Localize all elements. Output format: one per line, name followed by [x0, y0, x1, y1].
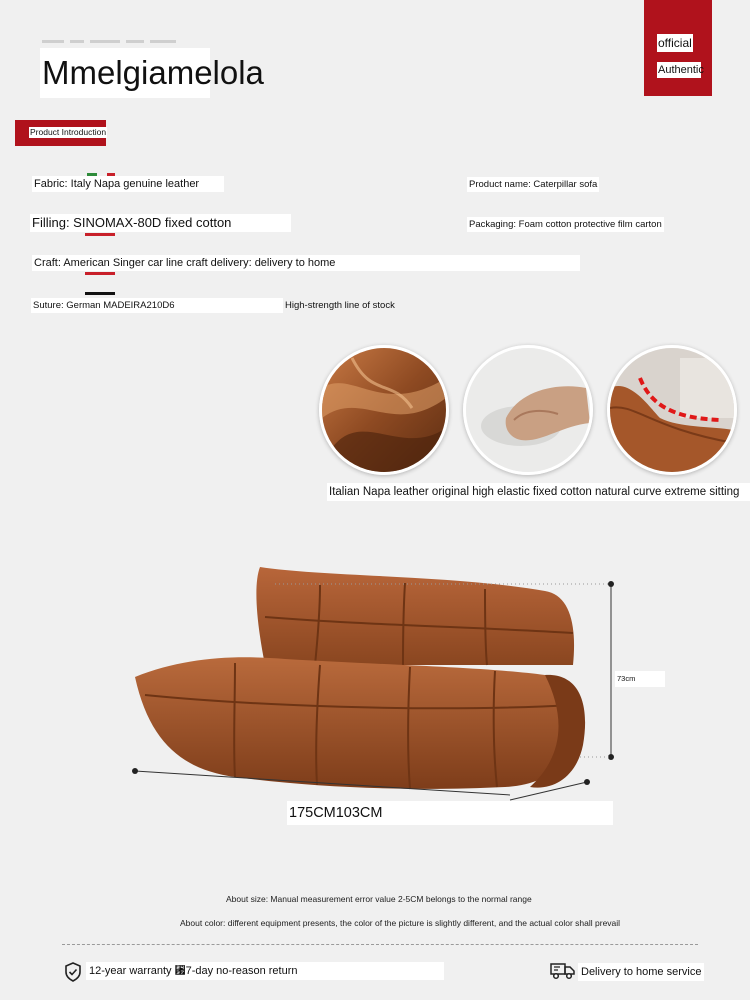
underline-mark-red-2 — [85, 272, 115, 275]
badge-line-authentic: Authentic — [658, 64, 704, 76]
official-badge — [644, 0, 712, 96]
height-dimension-label: 73cm — [615, 671, 665, 687]
section-label-tag — [15, 120, 106, 146]
spec-craft: Craft: American Singer car line craft delivery: delivery to home — [32, 255, 580, 271]
spec-filling: Filling: SINOMAX-80D fixed cotton — [30, 214, 291, 232]
warranty-text: 12-year warranty ␷7-day no-reason return — [86, 962, 444, 980]
cotton-press-image — [463, 345, 593, 475]
section-label: Product Introduction — [30, 127, 107, 137]
color-note: About color: different equipment presents, the color of the picture is slightly different, and the actual color shall prevail — [180, 918, 621, 928]
features-caption: Italian Napa leather original high elastic fixed cotton natural curve extreme sitting — [327, 483, 750, 501]
brand-title: Mmelgiamelola — [40, 48, 210, 98]
size-dimension-label: 175CM103CM — [287, 801, 613, 825]
underline-mark-red — [85, 233, 115, 236]
spec-suture-extra: High-strength line of stock — [285, 300, 395, 311]
underline-mark-black — [85, 292, 115, 295]
leather-texture-image — [319, 345, 449, 475]
sofa-image — [125, 555, 630, 815]
size-note: About size: Manual measurement error value 2-5CM belongs to the normal range — [226, 894, 532, 904]
spec-fabric: Fabric: Italy Napa genuine leather — [32, 176, 224, 192]
sofa-curve-image — [607, 345, 737, 475]
footer-divider — [62, 944, 698, 945]
badge-line-official: official — [658, 36, 692, 50]
truck-icon — [550, 962, 576, 980]
shield-icon — [64, 962, 82, 982]
spec-product-name: Product name: Caterpillar sofa — [469, 179, 598, 190]
spec-packaging: Packaging: Foam cotton protective film carton — [469, 219, 662, 230]
delivery-text: Delivery to home service — [578, 963, 704, 981]
spec-suture: Suture: German MADEIRA210D6 — [31, 298, 283, 313]
